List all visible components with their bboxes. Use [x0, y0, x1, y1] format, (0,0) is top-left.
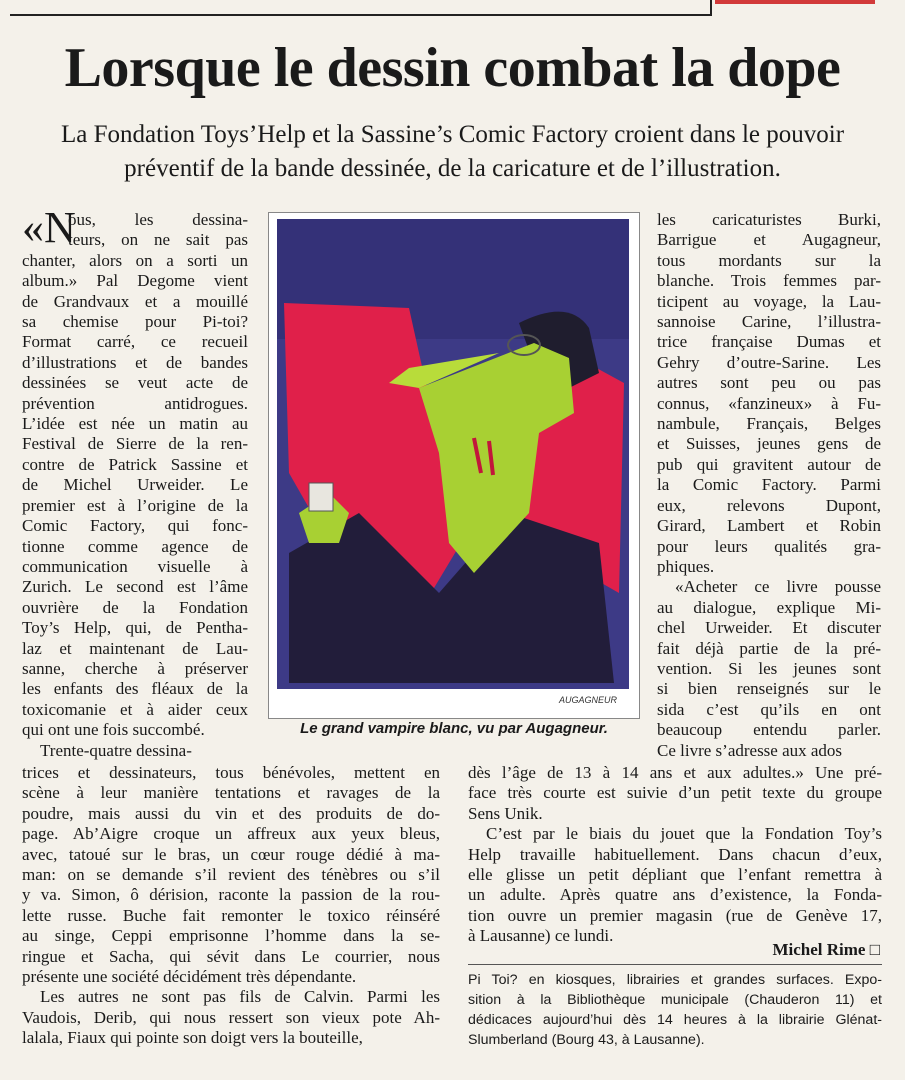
- text-line: premier est à l’origine de la: [22, 495, 248, 515]
- text-line: ringue et Sacha, qui sévit dans Le courrier, nous: [22, 946, 440, 966]
- deck: [30, 118, 875, 186]
- text-line: autres sont peu ou pas: [657, 373, 881, 393]
- text-line: Comic Factory, qui fonc-: [22, 516, 248, 536]
- article-body-lower-left: [22, 763, 440, 1049]
- text-line: Girard, Lambert et Robin: [657, 516, 881, 536]
- text-line: album.» Pal Degome vient: [22, 271, 248, 291]
- text-line: sida c’est qu’ils en ont: [657, 699, 881, 719]
- text-line: pour leurs qualités gra-: [657, 536, 881, 556]
- text-line: Sens Unik.: [468, 803, 543, 823]
- text-line: trice française Dumas et: [657, 332, 881, 352]
- text-line: man: on se demande s’il revient des ténèbres ou s’il: [22, 865, 440, 885]
- text-line: elle glisse un petit dépliant que l’enfant remettra à: [468, 865, 882, 885]
- text-line: communication visuelle à: [22, 556, 248, 576]
- article-column-3: [657, 210, 881, 761]
- text-line: sition à la Bibliothèque municipale (Chauderon 11) et: [468, 992, 882, 1008]
- text-line: C’est par le biais du jouet que la Fondation Toy’s: [486, 824, 882, 844]
- text-line: trices et dessinateurs, tous bénévoles, mettent en: [22, 763, 440, 782]
- text-line: avec, tatoué sur le bras, un cœur rouge dédié à ma-: [22, 844, 440, 864]
- text-line: ouvrière de la Fondation: [22, 597, 248, 617]
- article-body-lower-right: [468, 763, 882, 947]
- text-line: Zurich. Le second est l’âme: [22, 577, 248, 597]
- text-line: qui ont une fois succombé.: [22, 720, 205, 740]
- text-line: Gehry d’outre-Sarine. Les: [657, 352, 881, 372]
- info-box: [468, 970, 882, 1050]
- text-line: Trente-quatre dessina-: [40, 740, 192, 760]
- text-line: laz et maintenant de Lau-: [22, 638, 248, 658]
- article-column-1: [22, 203, 248, 761]
- text-line: la Comic Factory. Parmi: [657, 475, 881, 495]
- lower-left-text: [22, 763, 440, 1049]
- illustration-signature: AUGAGNEUR: [559, 695, 618, 705]
- text-line: toxicomanie et à aider ceux: [22, 699, 248, 719]
- text-line: Help travaille habituellement. Dans chacun d’eux,: [468, 844, 882, 864]
- text-line: scène à leur manière tentations et ravages de la: [22, 783, 440, 803]
- text-line: à Lausanne) ce lundi.: [468, 926, 614, 946]
- text-line: Les autres ne sont pas fils de Calvin. Parmi les: [40, 987, 440, 1007]
- deck-line: La Fondation Toys’Help et la Sassine’s Comic Factory croient dans le pouvoir: [60, 121, 845, 148]
- text-line: Vaudois, Derib, qui nous ressert son vieux pote Ah-: [22, 1007, 440, 1027]
- text-line: page. Ab’Aigre croque un affreux aux yeux bleus,: [22, 824, 440, 844]
- text-line: poudre, mais aussi du vin et des produits de do-: [22, 803, 440, 823]
- text-line: tionne comme agence de: [22, 536, 248, 556]
- text-line: Slumberland (Bourg 43, à Lausanne).: [468, 1032, 705, 1048]
- column-1-text: [22, 203, 248, 761]
- text-line: phiques.: [657, 556, 715, 576]
- vampire-drawing: [269, 213, 639, 718]
- column-3-text: [657, 210, 881, 761]
- text-line: chel Urweider. Et discuter: [657, 618, 881, 638]
- text-line: présente une société décidément très dépendante.: [22, 967, 357, 987]
- text-line: sa chemise pour Pi-toi?: [22, 312, 248, 332]
- text-line: tion ouvre un premier magasin (rue de Genève 17,: [468, 905, 882, 925]
- text-line: face très courte est suivie d’un petit texte du groupe: [468, 783, 882, 803]
- text-line: chanter, alors on a sorti un: [22, 250, 248, 270]
- text-line: nambule, Français, Belges: [657, 414, 881, 434]
- text-line: les enfants des fléaux de la: [22, 679, 248, 699]
- text-line: Pi Toi? en kiosques, librairies et grandes surfaces. Expo-: [468, 972, 882, 988]
- text-line: contre de Patrick Sassine et: [22, 454, 248, 474]
- deck-line: préventif de la bande dessinée, de la caricature et de l’illustration.: [124, 155, 781, 182]
- text-line: lette russe. Buche fait remonter le toxico réinséré: [22, 905, 440, 925]
- info-separator: [468, 964, 882, 965]
- text-line: connus, «fanzineux» à Fu-: [657, 393, 881, 413]
- vampire-illustration: [268, 212, 640, 719]
- text-line: L’idée est née un matin au: [22, 414, 248, 434]
- text-line: au singe, Ceppi emprisonne l’homme dans la se-: [22, 926, 440, 946]
- text-line: de Michel Urweider. Le: [22, 475, 248, 495]
- text-line: vention. Si les jeunes sont: [657, 658, 881, 678]
- text-line: et Suisses, jeunes gens de: [657, 434, 881, 454]
- text-line: de Grandvaux et a mouillé: [22, 291, 248, 311]
- text-line: sannoise Carine, l’illustra-: [657, 312, 881, 332]
- image-caption: Le grand vampire blanc, vu par Augagneur.: [300, 720, 608, 737]
- text-line: «Acheter ce livre pousse: [675, 577, 881, 597]
- text-line: teurs, on ne sait pas: [68, 230, 248, 250]
- text-line: si bien renseignés sur le: [657, 679, 881, 699]
- drop-cap: «N: [22, 203, 76, 252]
- byline: Michel Rime □: [772, 940, 880, 959]
- text-line: dès l’âge de 13 à 14 ans et aux adultes.» Une pré-: [468, 763, 882, 782]
- text-line: Format carré, ce recueil: [22, 332, 248, 352]
- text-line: au dialogue, explique Mi-: [657, 597, 881, 617]
- text-line: eux, relevons Dupont,: [657, 495, 881, 515]
- text-line: fait déjà partie de la pré-: [657, 638, 881, 658]
- text-line: pub qui gravitent autour de: [657, 454, 881, 474]
- lower-right-text: [468, 763, 882, 947]
- text-line: d’illustrations et de bandes: [22, 352, 248, 372]
- headline: Lorsque le dessin combat la dope: [64, 37, 841, 99]
- text-line: blanche. Trois femmes par-: [657, 271, 881, 291]
- text-line: dessinées se veut acte de: [22, 373, 248, 393]
- accent-bar: [715, 0, 875, 4]
- text-line: dédicaces aujourd’hui dès 14 heures à la librairie Glénat-: [468, 1012, 882, 1028]
- text-line: sanne, cherche à préserver: [22, 658, 248, 678]
- text-line: y va. Simon, ô dérision, raconte la passion de la rou-: [22, 885, 440, 905]
- text-line: Ce livre s’adresse aux ados: [657, 740, 843, 760]
- top-rule: [10, 0, 712, 16]
- text-line: les caricaturistes Burki,: [657, 210, 881, 229]
- text-line: lalala, Fiaux qui pointe son doigt vers la bouteille,: [22, 1028, 363, 1048]
- text-line: tous mordants sur la: [657, 250, 881, 270]
- text-line: ticipent au voyage, la Lau-: [657, 291, 881, 311]
- text-line: prévention antidrogues.: [22, 393, 248, 413]
- text-line: Festival de Sierre de la ren-: [22, 434, 248, 454]
- text-line: Toy’s Help, qui, de Pentha-: [22, 618, 248, 638]
- text-line: Barrigue et Augagneur,: [657, 230, 881, 250]
- text-line: ous, les dessina-: [68, 210, 248, 229]
- text-line: un adulte. Après quatre ans d’existence, la Fonda-: [468, 885, 882, 905]
- text-line: beaucoup entendu parler.: [657, 720, 881, 740]
